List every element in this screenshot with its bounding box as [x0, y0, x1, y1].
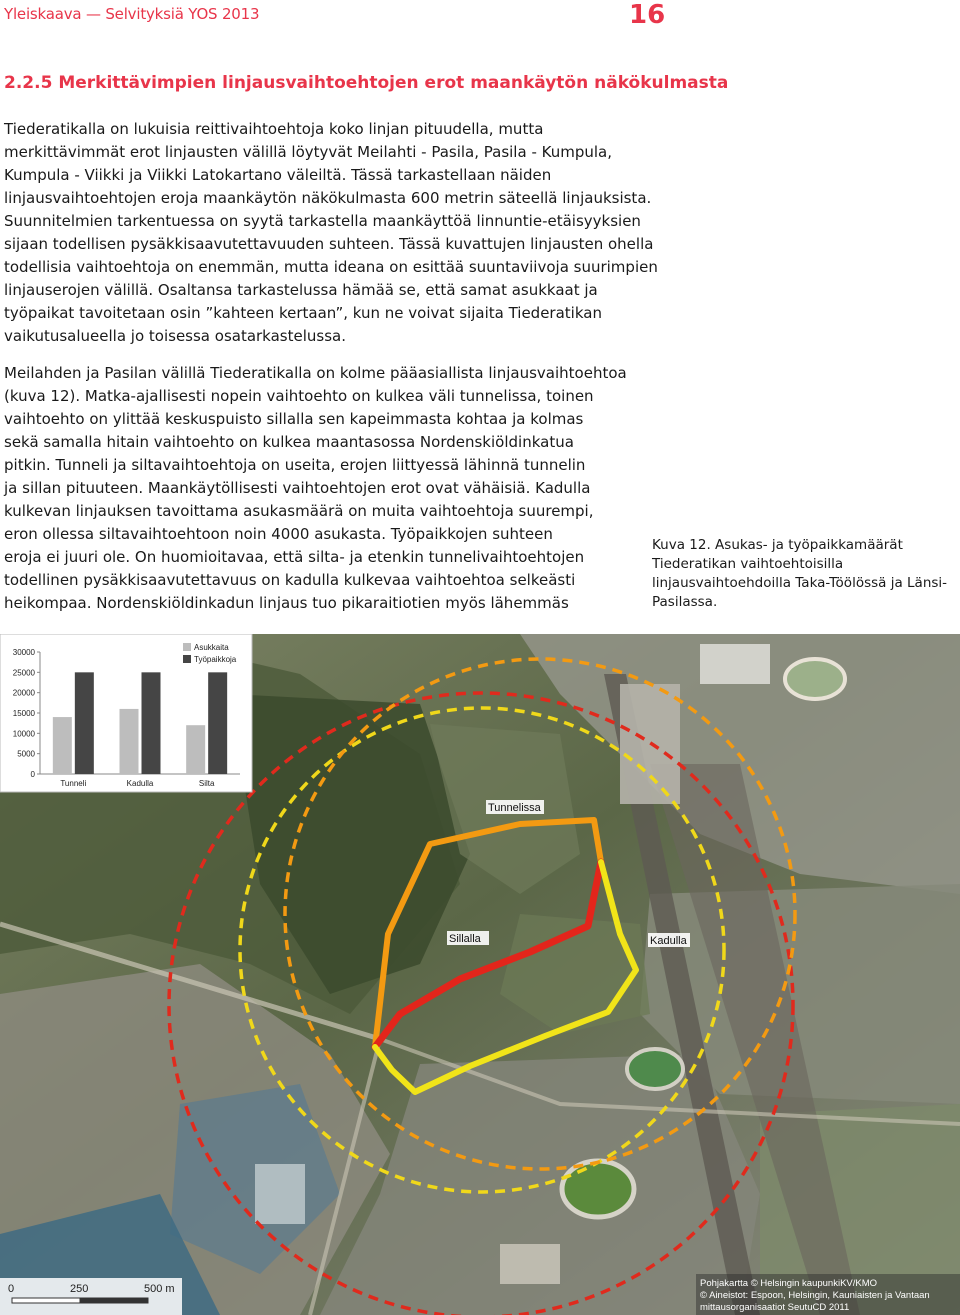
inset-bar-chart — [0, 634, 252, 792]
text-line: Suunnitelmien tarkentuessa on syytä tarkastella maankäyttöä linnuntie-etäisyyksien — [4, 212, 641, 230]
text-line: eron ollessa siltavaihtoehtoon noin 4000 asukasta. Työpaikkojen suhteen — [4, 525, 553, 543]
text-line: Tiederatikalla on lukuisia reittivaihtoehtoja koko linjan pituudella, mutta — [4, 120, 544, 138]
text-line: (kuva 12). Matka-ajallisesti nopein vaihtoehto on kulkea väli tunnelissa, toinen — [4, 387, 594, 405]
bar-tunneli-1 — [75, 672, 94, 774]
y-tick-label: 20000 — [12, 688, 35, 698]
legend-swatch-asukkaita — [183, 643, 191, 651]
bar-silta-1 — [208, 672, 227, 774]
text-line: todellisia vaihtoehtoja on enemmän, mutta ideana on esittää suuntaviivoja suurimpien — [4, 258, 658, 276]
scale-label-500: 500 m — [144, 1283, 175, 1295]
section-title: 2.2.5 Merkittävimpien linjausvaihtoehtojen erot maankäytön näkökulmasta — [4, 73, 729, 93]
x-tick-label: Silta — [198, 779, 215, 788]
y-tick-label: 0 — [30, 770, 35, 779]
credit-line: © Aineistot: Espoon, Helsingin, Kauniaisten ja Vantaan — [700, 1290, 930, 1301]
aerial-map-figure — [0, 634, 960, 1315]
text-line: Kumpula - Viikki ja Viikki Latokartano väleiltä. Tässä tarkastellaan näiden — [4, 166, 552, 184]
legend-label-tyopaikkoja: Työpaikkoja — [194, 655, 237, 664]
caption-line: Pasilassa. — [652, 594, 718, 610]
text-line: heikompaa. Nordenskiöldinkadun linjaus tuo pikaraitiotien myös lähemmäs — [4, 594, 569, 612]
legend-swatch-tyopaikkoja — [183, 655, 191, 663]
x-tick-label: Kadulla — [126, 779, 154, 788]
caption-line: Tiederatikan vaihtoehtoisilla — [652, 556, 844, 572]
scale-bar — [0, 1278, 182, 1315]
document-title: Yleiskaava — Selvityksiä YOS 2013 — [4, 5, 260, 23]
text-line: vaikutusalueella jo toisessa osatarkastelussa. — [4, 327, 346, 345]
x-tick-label: Tunneli — [60, 779, 87, 788]
text-line: linjausvaihtoehtojen eroja maankäytön näkökulmasta 600 metrin säteellä linjauksista. — [4, 189, 652, 207]
body-paragraph-2 — [4, 362, 627, 615]
body-paragraph-1 — [4, 118, 658, 348]
y-tick-label: 5000 — [17, 749, 35, 759]
map-svg — [0, 634, 960, 1315]
y-tick-label: 30000 — [12, 648, 35, 657]
caption-line: Kuva 12. Asukas- ja työpaikkamäärät — [652, 537, 903, 553]
text-line: kulkevan linjauksen tavoittama asukasmäärä on muita vaihtoehtoja suurempi, — [4, 502, 594, 520]
y-tick-label: 25000 — [12, 668, 35, 678]
legend-label-asukkaita: Asukkaita — [194, 643, 229, 652]
bar-silta-0 — [186, 725, 205, 774]
bar-kadulla-1 — [142, 672, 161, 774]
caption-line: linjausvaihtoehdoilla Taka-Töölössä ja Länsi- — [652, 575, 948, 591]
bar-kadulla-0 — [120, 709, 139, 774]
map-credits — [696, 1274, 960, 1315]
bar-tunneli-0 — [53, 717, 72, 774]
text-line: työpaikat tavoitetaan osin ”kahteen kertaan”, kun ne voivat sijaita Tiederatikan — [4, 304, 602, 322]
y-tick-label: 10000 — [12, 729, 35, 739]
text-line: merkittävimmät erot linjausten välillä löytyvät Meilahti - Pasila, Pasila - Kumpula, — [4, 143, 612, 161]
scale-label-250: 250 — [70, 1283, 89, 1295]
text-line: sijaan todellisen pysäkkisaavutettavuuden suhteen. Tässä kuvattujen linjausten ohella — [4, 235, 654, 253]
text-line: Meilahden ja Pasilan välillä Tiederatikalla on kolme pääasiallista linjausvaihtoehtoa — [4, 364, 627, 382]
text-line: todellinen pysäkkisaavutettavuus on kadulla kulkevaa vaihtoehtoa selkeästi — [4, 571, 576, 589]
text-line: ja sillan pituuteen. Maankäytöllisesti vaihtoehtojen erot ovat vähäisiä. Kadulla — [4, 479, 591, 497]
text-line: vaihtoehto on ylittää keskuspuisto sillalla sen kapeimmasta kohtaa ja kolmas — [4, 410, 584, 428]
text-line: linjauserojen välillä. Osaltansa tarkastelussa hämää se, että samat asukkaat ja — [4, 281, 598, 299]
street-label: Kadulla — [650, 935, 687, 947]
text-line: eroja ei juuri ole. On huomioitavaa, että silta- ja etenkin tunnelivaihtoehtojen — [4, 548, 585, 566]
text-line: sekä samalla hitain vaihtoehto on kulkea maantasossa Nordenskiöldinkatua — [4, 433, 574, 451]
credit-line: mittausorganisaatiot SeutuCD 2011 — [700, 1302, 850, 1313]
page-number: 16 — [629, 0, 666, 30]
scale-label-0: 0 — [8, 1283, 15, 1295]
credit-line: Pohjakartta © Helsingin kaupunkiKV/KMO — [700, 1278, 878, 1289]
figure-caption — [652, 536, 947, 612]
bridge-label: Sillalla — [449, 933, 481, 945]
text-line: pitkin. Tunneli ja siltavaihtoehtoja on useita, erojen liittyessä lähinnä tunnelin — [4, 456, 586, 474]
tunnel-label: Tunnelissa — [488, 802, 541, 814]
y-tick-label: 15000 — [12, 709, 35, 718]
